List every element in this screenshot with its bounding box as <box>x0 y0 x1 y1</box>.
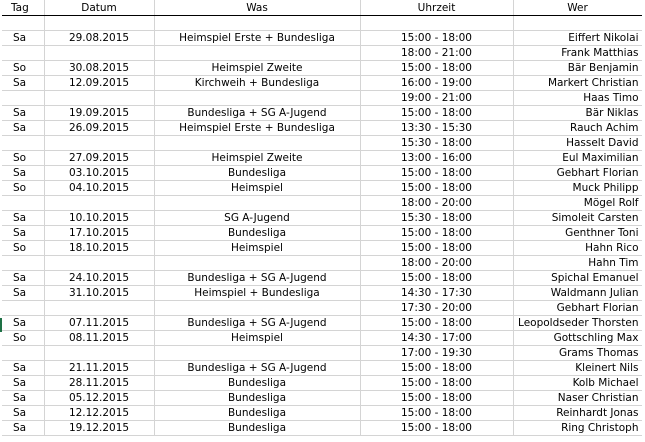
cell-was[interactable]: Bundesliga <box>154 421 360 436</box>
cell-was[interactable]: Bundesliga + SG A-Jugend <box>154 361 360 376</box>
table-row <box>2 16 642 31</box>
cell-uhrzeit[interactable]: 15:00 - 18:00 <box>360 406 513 421</box>
cell-tag[interactable]: Sa <box>2 391 44 406</box>
cell-datum[interactable]: 31.10.2015 <box>44 286 154 301</box>
cell-uhrzeit[interactable]: 19:00 - 21:00 <box>360 91 513 106</box>
cell-uhrzeit[interactable] <box>360 16 513 31</box>
table-row <box>2 376 642 391</box>
table-row <box>2 76 642 91</box>
header-cell-datum[interactable]: Datum <box>44 0 154 16</box>
table-row <box>2 151 642 166</box>
cell-uhrzeit[interactable]: 15:00 - 18:00 <box>360 391 513 406</box>
cell-wer[interactable]: Naser Christian <box>513 391 642 406</box>
table-row <box>2 361 642 376</box>
cell-wer[interactable]: Gebhart Florian <box>513 166 642 181</box>
cell-uhrzeit[interactable]: 14:30 - 17:00 <box>360 331 513 346</box>
cell-tag[interactable]: Sa <box>2 376 44 391</box>
header-row <box>2 0 642 16</box>
cell-tag[interactable]: Sa <box>2 421 44 436</box>
table-row <box>2 226 642 241</box>
cell-tag[interactable]: Sa <box>2 106 44 121</box>
cell-tag[interactable] <box>2 136 44 151</box>
cell-uhrzeit[interactable]: 18:00 - 20:00 <box>360 256 513 271</box>
cell-datum[interactable] <box>44 301 154 316</box>
cell-tag[interactable] <box>2 196 44 211</box>
header-cell-was[interactable]: Was <box>154 0 360 16</box>
cell-wer[interactable]: Simoleit Carsten <box>513 211 642 226</box>
cell-wer[interactable]: Hasselt David <box>513 136 642 151</box>
cell-wer[interactable]: Ring Christoph <box>513 421 642 436</box>
cell-was[interactable]: Heimspiel Zweite <box>154 151 360 166</box>
cell-was[interactable]: Heimspiel Erste + Bundesliga <box>154 31 360 46</box>
cell-wer[interactable]: Muck Philipp <box>513 181 642 196</box>
cell-datum[interactable]: 08.11.2015 <box>44 331 154 346</box>
cell-wer[interactable]: Hahn Rico <box>513 241 642 256</box>
header-cell-uhrzeit[interactable]: Uhrzeit <box>360 0 513 16</box>
cell-was[interactable]: Bundesliga <box>154 166 360 181</box>
cell-tag[interactable]: Sa <box>2 406 44 421</box>
cell-was[interactable]: Heimspiel <box>154 331 360 346</box>
table-row <box>2 106 642 121</box>
cell-wer[interactable]: Kolb Michael <box>513 376 642 391</box>
cell-datum[interactable]: 24.10.2015 <box>44 271 154 286</box>
cell-datum[interactable]: 26.09.2015 <box>44 121 154 136</box>
table-row <box>2 271 642 286</box>
cell-wer[interactable]: Leopoldseder Thorsten <box>513 316 642 331</box>
cell-uhrzeit[interactable]: 15:00 - 18:00 <box>360 31 513 46</box>
cell-datum[interactable]: 19.12.2015 <box>44 421 154 436</box>
cell-uhrzeit[interactable]: 18:00 - 21:00 <box>360 46 513 61</box>
cell-tag[interactable]: So <box>2 241 44 256</box>
cell-uhrzeit[interactable]: 15:00 - 18:00 <box>360 166 513 181</box>
cell-was[interactable]: Bundesliga + SG A-Jugend <box>154 271 360 286</box>
cell-tag[interactable]: Sa <box>2 211 44 226</box>
cell-tag[interactable] <box>2 301 44 316</box>
cell-wer[interactable]: Haas Timo <box>513 91 642 106</box>
cell-datum[interactable]: 03.10.2015 <box>44 166 154 181</box>
cell-wer[interactable]: Waldmann Julian <box>513 286 642 301</box>
cell-uhrzeit[interactable]: 15:00 - 18:00 <box>360 421 513 436</box>
cell-wer[interactable]: Bär Niklas <box>513 106 642 121</box>
table-row <box>2 46 642 61</box>
cell-datum[interactable] <box>44 196 154 211</box>
table-row <box>2 166 642 181</box>
table-row <box>2 196 642 211</box>
cell-wer[interactable]: Grams Thomas <box>513 346 642 361</box>
cell-datum[interactable] <box>44 256 154 271</box>
row-selection-marker <box>0 318 2 332</box>
cell-tag[interactable]: Sa <box>2 286 44 301</box>
cell-uhrzeit[interactable]: 15:00 - 18:00 <box>360 361 513 376</box>
cell-uhrzeit[interactable]: 15:00 - 18:00 <box>360 376 513 391</box>
cell-uhrzeit[interactable]: 15:00 - 18:00 <box>360 181 513 196</box>
cell-wer[interactable]: Rauch Achim <box>513 121 642 136</box>
cell-datum[interactable]: 29.08.2015 <box>44 31 154 46</box>
cell-wer[interactable]: Kleinert Nils <box>513 361 642 376</box>
cell-tag[interactable]: Sa <box>2 271 44 286</box>
cell-uhrzeit[interactable]: 13:00 - 16:00 <box>360 151 513 166</box>
cell-uhrzeit[interactable]: 15:00 - 18:00 <box>360 271 513 286</box>
cell-tag[interactable]: Sa <box>2 121 44 136</box>
cell-was[interactable] <box>154 301 360 316</box>
cell-was[interactable]: Bundesliga <box>154 406 360 421</box>
cell-was[interactable]: Heimspiel <box>154 241 360 256</box>
table-row <box>2 301 642 316</box>
table-row <box>2 346 642 361</box>
cell-tag[interactable]: Sa <box>2 76 44 91</box>
cell-uhrzeit[interactable]: 17:00 - 19:30 <box>360 346 513 361</box>
table-row <box>2 286 642 301</box>
cell-wer[interactable]: Bär Benjamin <box>513 61 642 76</box>
cell-was[interactable]: Bundesliga <box>154 376 360 391</box>
cell-tag[interactable] <box>2 46 44 61</box>
cell-uhrzeit[interactable]: 13:30 - 15:30 <box>360 121 513 136</box>
cell-tag[interactable] <box>2 346 44 361</box>
cell-datum[interactable] <box>44 16 154 31</box>
table-row <box>2 136 642 151</box>
cell-tag[interactable]: So <box>2 61 44 76</box>
table-row <box>2 91 642 106</box>
table-row <box>2 256 642 271</box>
cell-uhrzeit[interactable]: 17:30 - 20:00 <box>360 301 513 316</box>
cell-uhrzeit[interactable]: 16:00 - 19:00 <box>360 76 513 91</box>
cell-uhrzeit[interactable]: 15:30 - 18:00 <box>360 136 513 151</box>
cell-was[interactable] <box>154 196 360 211</box>
cell-was[interactable] <box>154 16 360 31</box>
cell-wer[interactable]: Gottschling Max <box>513 331 642 346</box>
table-row <box>2 61 642 76</box>
cell-was[interactable]: Kirchweih + Bundesliga <box>154 76 360 91</box>
table-row <box>2 406 642 421</box>
cell-uhrzeit[interactable]: 15:30 - 18:00 <box>360 211 513 226</box>
cell-tag[interactable]: So <box>2 331 44 346</box>
schedule-body <box>2 0 642 436</box>
schedule-table <box>2 0 643 436</box>
cell-was[interactable]: Heimspiel <box>154 181 360 196</box>
cell-was[interactable]: Heimspiel + Bundesliga <box>154 286 360 301</box>
cell-datum[interactable]: 18.10.2015 <box>44 241 154 256</box>
table-row <box>2 421 642 436</box>
cell-was[interactable]: Heimspiel Erste + Bundesliga <box>154 121 360 136</box>
table-row <box>2 316 642 331</box>
cell-was[interactable] <box>154 256 360 271</box>
cell-datum[interactable]: 27.09.2015 <box>44 151 154 166</box>
header-cell-wer[interactable]: Wer <box>513 0 642 16</box>
cell-wer[interactable]: Reinhardt Jonas <box>513 406 642 421</box>
cell-uhrzeit[interactable]: 14:30 - 17:30 <box>360 286 513 301</box>
cell-was[interactable]: Bundesliga <box>154 226 360 241</box>
cell-datum[interactable]: 07.11.2015 <box>44 316 154 331</box>
cell-datum[interactable] <box>44 91 154 106</box>
cell-wer[interactable]: Mögel Rolf <box>513 196 642 211</box>
cell-was[interactable] <box>154 46 360 61</box>
cell-was[interactable] <box>154 136 360 151</box>
cell-wer[interactable]: Gebhart Florian <box>513 301 642 316</box>
cell-uhrzeit[interactable]: 15:00 - 18:00 <box>360 61 513 76</box>
cell-wer[interactable]: Genthner Toni <box>513 226 642 241</box>
cell-tag[interactable] <box>2 91 44 106</box>
cell-was[interactable]: Bundesliga <box>154 391 360 406</box>
table-row <box>2 391 642 406</box>
table-row <box>2 241 642 256</box>
cell-tag[interactable]: So <box>2 151 44 166</box>
cell-tag[interactable] <box>2 16 44 31</box>
cell-datum[interactable] <box>44 346 154 361</box>
table-row <box>2 331 642 346</box>
cell-was[interactable] <box>154 91 360 106</box>
cell-datum[interactable]: 12.09.2015 <box>44 76 154 91</box>
cell-uhrzeit[interactable]: 15:00 - 18:00 <box>360 241 513 256</box>
cell-wer[interactable]: Frank Matthias <box>513 46 642 61</box>
table-row <box>2 121 642 136</box>
cell-tag[interactable] <box>2 256 44 271</box>
cell-datum[interactable] <box>44 46 154 61</box>
cell-tag[interactable]: Sa <box>2 166 44 181</box>
table-row <box>2 31 642 46</box>
cell-tag[interactable]: So <box>2 181 44 196</box>
cell-datum[interactable] <box>44 136 154 151</box>
cell-datum[interactable]: 28.11.2015 <box>44 376 154 391</box>
cell-tag[interactable]: Sa <box>2 316 44 331</box>
cell-was[interactable]: Heimspiel Zweite <box>154 61 360 76</box>
header-cell-tag[interactable]: Tag <box>2 0 44 16</box>
cell-datum[interactable]: 10.10.2015 <box>44 211 154 226</box>
cell-uhrzeit[interactable]: 15:00 - 18:00 <box>360 226 513 241</box>
table-row <box>2 211 642 226</box>
cell-wer[interactable] <box>513 16 642 31</box>
cell-wer[interactable]: Eiffert Nikolai <box>513 31 642 46</box>
cell-datum[interactable]: 05.12.2015 <box>44 391 154 406</box>
cell-wer[interactable]: Eul Maximilian <box>513 151 642 166</box>
cell-uhrzeit[interactable]: 15:00 - 18:00 <box>360 316 513 331</box>
cell-wer[interactable]: Markert Christian <box>513 76 642 91</box>
cell-uhrzeit[interactable]: 18:00 - 20:00 <box>360 196 513 211</box>
cell-was[interactable]: Bundesliga + SG A-Jugend <box>154 106 360 121</box>
cell-datum[interactable]: 04.10.2015 <box>44 181 154 196</box>
cell-was[interactable] <box>154 346 360 361</box>
cell-datum[interactable]: 17.10.2015 <box>44 226 154 241</box>
cell-datum[interactable]: 30.08.2015 <box>44 61 154 76</box>
cell-tag[interactable]: Sa <box>2 31 44 46</box>
cell-tag[interactable]: Sa <box>2 361 44 376</box>
cell-datum[interactable]: 12.12.2015 <box>44 406 154 421</box>
cell-was[interactable]: SG A-Jugend <box>154 211 360 226</box>
cell-wer[interactable]: Spichal Emanuel <box>513 271 642 286</box>
cell-was[interactable]: Bundesliga + SG A-Jugend <box>154 316 360 331</box>
cell-datum[interactable]: 19.09.2015 <box>44 106 154 121</box>
table-row <box>2 181 642 196</box>
cell-datum[interactable]: 21.11.2015 <box>44 361 154 376</box>
cell-uhrzeit[interactable]: 15:00 - 18:00 <box>360 106 513 121</box>
cell-tag[interactable]: Sa <box>2 226 44 241</box>
cell-wer[interactable]: Hahn Tim <box>513 256 642 271</box>
